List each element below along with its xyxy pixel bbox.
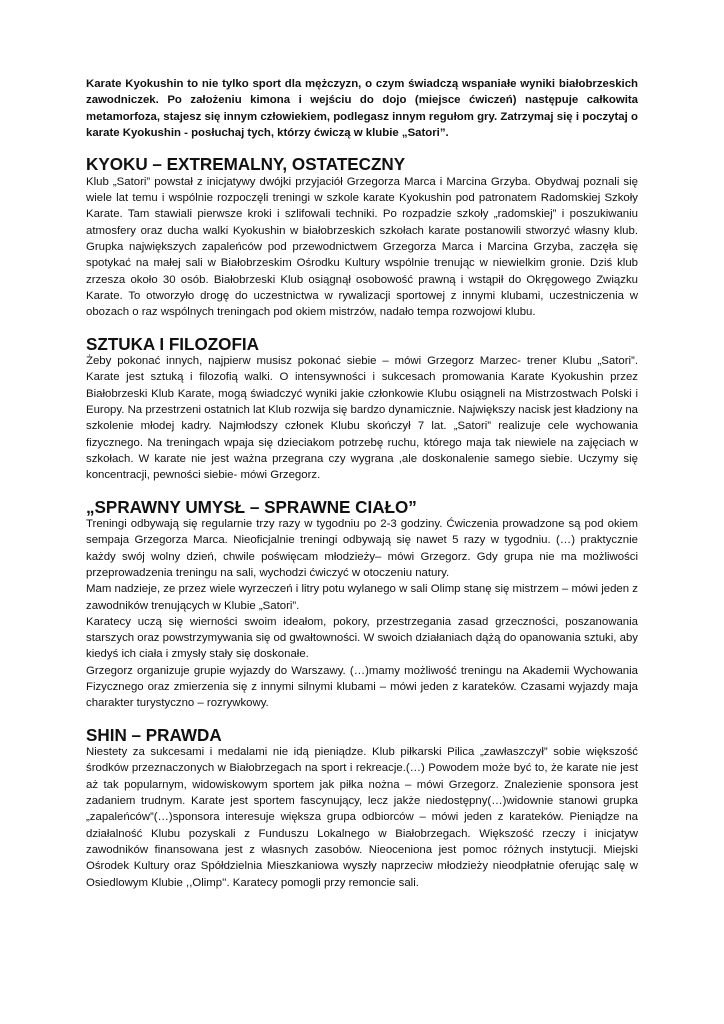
section-heading-shin: SHIN – PRAWDA — [86, 725, 222, 745]
section-paragraph: Klub „Satori” powstał z inicjatywy dwójki przyjaciół Grzegorza Marca i Marcina Grzyba. Obydwaj poznali się wiele lat temu i wspólnie rozpoczęli treningi w szkole karate Kyokushin pod patronatem Radomskiej Szkoły Karate. Tam stawiali pierwsze kroki i szlifowali techniki. Po rozpadzie szkoły „radomskiej” i poszukiwaniu atmosfery oraz ducha walki Kyokushin w białobrzeskich szkołach karate postanowili stworzyć własny klub. Grupka największych zapaleńców pod przewodnictwem Grzegorza Marca i Marcina Grzyba, zaczęła się spotykać na małej sali w Białobrzeskim Ośrodku Kultury wspólnie trenując w niewielkim gronie. Dziś klub zrzesza około 30 osób. Białobrzeski Klub osiągnął osobowość prawną i wstąpił do Okręgowego Związku Karate. To otworzyło drogę do uczestnictwa w rywalizacji sportowej z innymi klubami, uczestniczenia w obozach o raz wspólnych treningach pod okiem mistrzów, nadało tempa rozwojowi klubu. — [86, 175, 638, 319]
document-page — [86, 76, 638, 891]
section-paragraph: Niestety za sukcesami i medalami nie idą pieniądze. Klub piłkarski Pilica „zawłaszczył” sobie większość środków przeznaczonych w Białobrzegach na sport i rekreacje.(…) Powodem może być to, że karate nie jest aż tak popularnym, widowiskowym sportem jak piłka nożna – mówi Grzegorz. Znalezienie sponsora jest zadaniem trudnym. Karate jest sportem fascynujący, lecz jakże niedostępny(…)widownie stanowi grupka „zapaleńców”(…)sponsora interesuje większa grupa odbiorców – mówi jeden z karateków. Pieniądze na działalność Klubu pozyskali z Funduszu Lokalnego w Białobrzegach. Większość rzeczy i inicjatyw zawodników finansowana jest z własnych zasobów. Nieoceniona jest pomoc różnych instytucji. Miejski Ośrodek Kultury oraz Spółdzielnia Mieszkaniowa wyszły naprzeciw młodzieży nieodpłatnie oferując salę w Osiedlowym Klubie ,,Olimp''. Karatecy pomogli przy remoncie sali. — [86, 746, 638, 889]
section-heading-kyoku: KYOKU – EXTREMALNY, OSTATECZNY — [86, 155, 406, 175]
section-paragraph: Karatecy uczą się wierności swoim ideałom, pokory, przestrzegania zasad grzeczności, poszanowania starszych oraz powstrzymywania się od gwałtowności. W swoich działaniach dążą do opanowania sztuki, aby kiedyś ich ciała i zmysły stały się doskonałe. — [86, 615, 638, 661]
section-paragraph: Grzegorz organizuje grupie wyjazdy do Warszawy. (…)mamy możliwość treningu na Akademii Wychowania Fizycznego oraz zmierzenia się z innymi silnymi klubami – mówi jeden z karateków. Czasami wyjazdy maja charakter turystyczno – rozrywkowy. — [86, 664, 638, 710]
intro-paragraph: Karate Kyokushin to nie tylko sport dla mężczyzn, o czym świadczą wspaniałe wyniki białobrzeskich zawodniczek. Po założeniu kimona i wejściu do dojo (miejsce ćwiczeń) następuje całkowita metamorfoza, stajesz się innym człowiekiem, podlegasz innym regułom gry. Zatrzymaj się i poczytaj o karate Kyokushin - posłuchaj tych, którzy ćwiczą w klubie „Satori”. — [86, 78, 638, 139]
section-paragraph: Mam nadzieje, ze przez wiele wyrzeczeń i litry potu wylanego w sali Olimp stanę się mistrzem – mówi jeden z zawodników trenujących w Klubie „Satori”. — [86, 583, 638, 612]
section-heading-sprawny-umysl: „SPRAWNY UMYSŁ – SPRAWNE CIAŁO” — [86, 497, 417, 517]
section-paragraph: Żeby pokonać innych, najpierw musisz pokonać siebie – mówi Grzegorz Marzec- trener Klubu „Satori”. Karate jest sztuką i filozofią walki. O intensywności i sukcesach promowania Karate Kyokushin przez Białobrzeski Klub Karate, mogą świadczyć wyniki jakie członkowie Klubu osiągneli na Mistrzostwach Polski i Europy. Na przestrzeni ostatnich lat Klub rozwija się bardzo dynamicznie. Największy nacisk jest kładziony na szkolenie młodej kadry. Najmłodszy członek Klubu skończył 7 lat. „Satori” realizuje cele wychowania fizycznego. Na treningach wpaja się dzieciakom potrzebę ruchu, którego maja tak niewiele na zajęciach w szkołach. W karate nie jest ważna przegrana czy wygrana ,ale doskonalenie samego siebie. Uczymy się koncentracji, pewności siebie- mówi Grzegorz. — [86, 355, 638, 482]
section-heading-sztuka: SZTUKA I FILOZOFIA — [86, 334, 259, 354]
section-paragraph: Treningi odbywają się regularnie trzy razy w tygodniu po 2-3 godziny. Ćwiczenia prowadzone są pod okiem sempaja Grzegorza Marca. Nieoficjalnie treningi odbywają się nawet 5 razy w tygodniu. (…) praktycznie każdy swój wolny dzień, chwile poświęcam młodzieży– mówi Grzegorz. Gdy grupa nie ma możliwości przeprowadzenia treningu na sali, wychodzi ćwiczyć w otoczeniu natury. — [86, 518, 638, 579]
